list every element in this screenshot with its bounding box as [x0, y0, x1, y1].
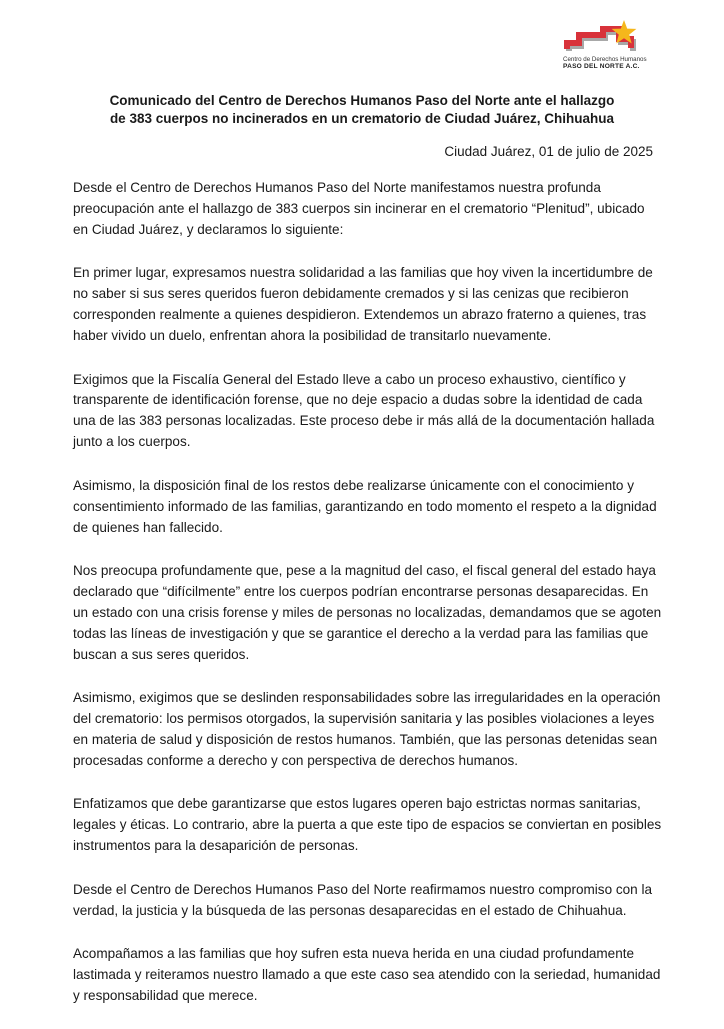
title-line-2: de 383 cuerpos no incinerados en un crematorio de Ciudad Juárez, Chihuahua — [109, 111, 615, 126]
document-body — [73, 178, 663, 1029]
paragraph-4: Asimismo, la disposición final de los restos debe realizarse únicamente con el conocimiento y consentimiento informado de las familias, garantizando en todo momento el respeto a la dignidad de quienes han fallecido. — [73, 477, 657, 535]
paragraph-5: Nos preocupa profundamente que, pese a la magnitud del caso, el fiscal general del estado haya declarado que “difícilmente” entre los cuerpos podrían encontrarse personas desaparecidas. En un estado con una crisis forense y miles de personas no localizadas, demandamos que se agoten todas las líneas de investigación y que se garantice el derecho a la verdad para las familias que buscan a sus seres queridos. — [73, 563, 662, 662]
logo-roof-star-icon — [558, 18, 678, 58]
paragraph-9: Acompañamos a las familias que hoy sufren esta nueva herida en una ciudad profundamente lastimada y reiteramos nuestro llamado a que este caso sea atendido con la seriedad, humanidad y responsabilidad que merece. — [73, 946, 661, 1003]
paragraph-2: En primer lugar, expresamos nuestra solidaridad a las familias que hoy viven la incertidumbre de no saber si sus seres queridos fueron debidamente cremados y si las cenizas que recibieron corresponden realmente a quienes despidieron. Extendemos un abrazo fraterno a quienes, tras haber vivido un duelo, enfrentan ahora la posibilidad de transitarlo nuevamente. — [73, 265, 653, 344]
paragraph-6: Asimismo, exigimos que se deslinden responsabilidades sobre las irregularidades en la operación del crematorio: los permisos otorgados, la supervisión sanitaria y las posibles violaciones a leyes en materia de salud y disposición de restos humanos. También, que las personas detenidas sean procesadas conforme a derecho y con perspectiva de derechos humanos. — [73, 690, 661, 768]
dateline: Ciudad Juárez, 01 de julio de 2025 — [444, 144, 653, 159]
title-line-1: Comunicado del Centro de Derechos Humanos Paso del Norte ante el hallazgo — [109, 93, 615, 108]
organization-logo — [558, 18, 678, 74]
logo-org-name: Centro de Derechos Humanos — [563, 56, 647, 63]
paragraph-8: Desde el Centro de Derechos Humanos Paso del Norte reafirmamos nuestro compromiso con la verdad, la justicia y la búsqueda de las personas desaparecidas en el estado de Chihuahua. — [73, 881, 653, 918]
paragraph-7: Enfatizamos que debe garantizarse que estos lugares operen bajo estrictas normas sanitarias, legales y éticas. Lo contrario, abre la puerta a que este tipo de espacios se conviertan en posibles instrumentos para la desaparición de personas. — [73, 796, 662, 854]
paragraph-3: Exigimos que la Fiscalía General del Estado lleve a cabo un proceso exhaustivo, científico y transparente de identificación forense, que no deje espacio a dudas sobre la identidad de cada una de las 383 personas localizadas. Este proceso debe ir más allá de la documentación hallada junto a los cuerpos. — [73, 371, 655, 450]
logo-org-subname: PASO DEL NORTE A.C. — [563, 63, 640, 70]
document-title — [80, 92, 644, 128]
paragraph-1: Desde el Centro de Derechos Humanos Paso del Norte manifestamos nuestra profunda preocupación ante el hallazgo de 383 cuerpos sin incinerar en el crematorio “Plenitud”, ubicado en Ciudad Juárez, y declaramos lo siguiente: — [73, 180, 645, 237]
